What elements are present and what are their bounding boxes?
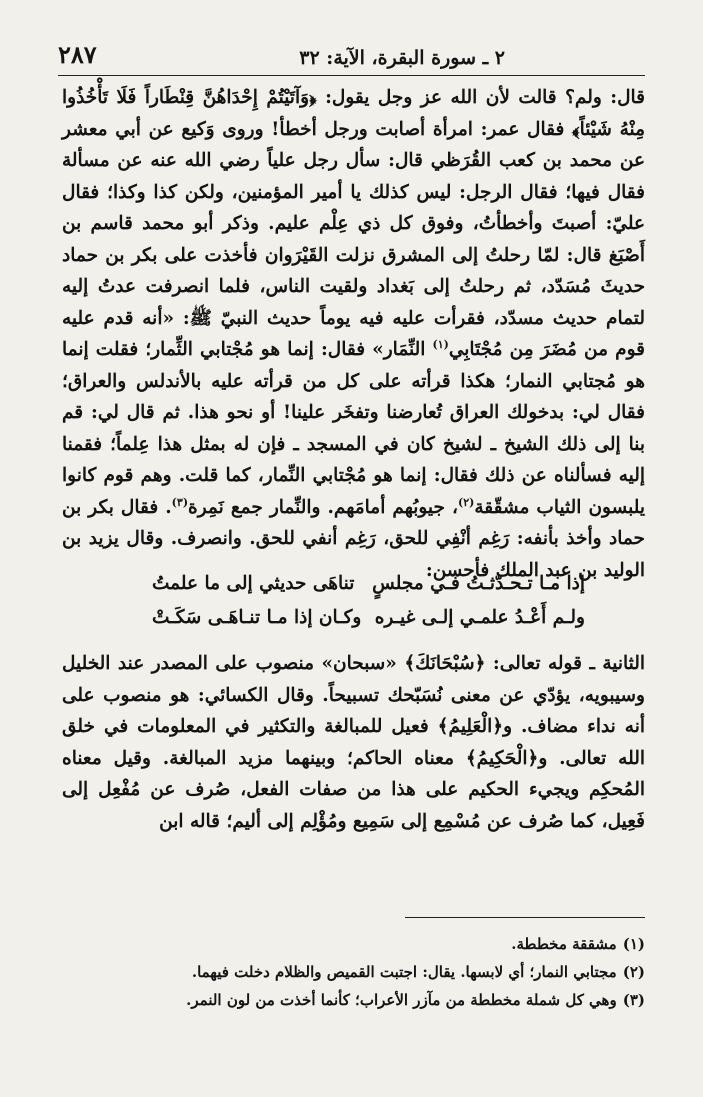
second-text-block	[62, 648, 645, 837]
poem	[62, 567, 645, 637]
verse-first-half: إذا مـا تـحـدّثـتُ فـي مجلسٍ	[372, 573, 585, 594]
verse-second-half: تناهَى حديثي إلى ما علمتُ	[152, 573, 355, 594]
page-number: ٢٨٧	[58, 40, 97, 69]
footnotes	[62, 930, 645, 1014]
paragraph-1-part-1: قال: ولم؟ قالت لأن الله عز وجل يقول: ﴿وَآتَيْتُمْ إِحْدَاهُنَّ قِنْطَاراً فَلَا تَأْخُذُوا مِنْهُ شَيْئاً﴾ فقال عمر: امرأة أصابت ورجل أخطأ! وروى وَكيع عن أبي معشر عن محمد بن كعب القُرَظي قال: سأل رجل علياً رضي الله عنه عن مسألة فقال فيها؛ فقال الرجل: ليس كذلك يا أمير المؤمنين، ولكن كذا وكذا؛ فقال عليّ: أصبتَ وأخطأتُ، وفوق كل ذي عِلْم عليم. وذكر أبو محمد قاسم بن أَصْبَغ قال: لمّا رحلتُ إلى المشرق نزلت القَيْرَوان فأخذت على بكر بن حماد حديثَ مُسَدّد، ثم رحلتُ إلى بَغداد ولقيت الناس، فلما انصرفت عدتُ إليه لتمام حديث مسدّد، فقرأت عليه فيه يوماً حديث النبيّ ﷺ: «أنه قدم عليه قوم من مُضَرَ مِن مُجْتَابِي	[62, 87, 645, 360]
footnote-ref-2: (٢)	[457, 495, 475, 509]
footnote-text: وهي كل شملة مخططة من مآزر الأعراب؛ كأنما أخذت من لون النمر.	[186, 991, 617, 1009]
main-text-block	[62, 82, 645, 586]
footnote-text: مجتابي النمار؛ أي لابسها. يقال: اجتبت القميص والظلام دخلت فيهما.	[191, 963, 617, 981]
paragraph-1-part-2: النِّمَار» فقال: إنما هو مُجْتابي الثِّمار؛ فقلت إنما هو مُجتابي النمار؛ هكذا قرأته على كل من قرأته عليه بالأندلس والعراق؛ فقال لي: بدخولك العراق تُعارضنا وتفخَر علينا! أو نحو هذا. ثم قال لي: قم بنا إلى ذلك الشيخ ـ لشيخ كان في المسجد ـ فإن له بمثل هذا عِلماً؛ فقمنا إليه فسألناه عن ذلك فقال: إنما هو مُجْتابي النِّمار، كما قلت. وهم قوم كانوا يلبسون الثياب مشقّقة	[62, 339, 645, 518]
footnote-divider	[405, 917, 645, 918]
paragraph-1	[62, 82, 645, 586]
footnote	[62, 930, 645, 958]
poem-verse	[62, 567, 645, 601]
verse-first-half: ولـم أَعْـدُ علمـي إلـى غيـره	[374, 607, 585, 628]
paragraph-1-part-4: . فقال بكر بن حماد وأخذ بأنفه: رَغِم أنْفِي للحق، رَغِم أنفي للحق. وانصرف. وقال يزيد بن الوليد بن عبد الملك فأحسن:	[62, 496, 645, 581]
paragraph-2: الثانية ـ قوله تعالى: ﴿سُبْحَانَكَ﴾ «سبحان» منصوب على المصدر عند الخليل وسيبويه، يؤدّي عن معنى نُسَبّحك تسبيحاً. وقال الكسائي: هو منصوب على أنه نداء مضاف. و﴿الْعَلِيمُ﴾ فعيل للمبالغة والتكثير في المعلومات في خلق الله تعالى. و﴿الْحَكِيمُ﴾ معناه الحاكم؛ وبينهما مزيد المبالغة. وقيل معناه المُحكِم ويجيء الحكيم على هذا من صفات الفعل، صُرف عن مُفْعِل إلى فَعِيل، كما صُرف عن مُسْمِع إلى سَمِيع ومُؤْلِم إلى أليم؛ قاله ابن	[62, 653, 645, 832]
page-header	[58, 36, 645, 76]
footnote-number: (٣)	[622, 991, 645, 1009]
footnote-text: مشققة مخططة.	[511, 935, 617, 953]
footnote	[62, 958, 645, 986]
poem-verse	[62, 601, 645, 635]
footnote-number: (١)	[622, 935, 645, 953]
footnote-number: (٢)	[622, 963, 645, 981]
footnote-ref-1: (١)	[432, 337, 449, 351]
paragraph-1-part-3: ، جيوبُهم أمامَهم. والنِّمار جمع نَمِرة	[188, 496, 458, 518]
footnote	[62, 986, 645, 1014]
running-head: ٢ ـ سورة البقرة، الآية: ٣٢	[299, 47, 505, 69]
verse-second-half: وكـان إذا مـا تنـاهَـى سَكَـتْ	[152, 607, 362, 628]
footnote-ref-3: (٣)	[171, 495, 189, 509]
